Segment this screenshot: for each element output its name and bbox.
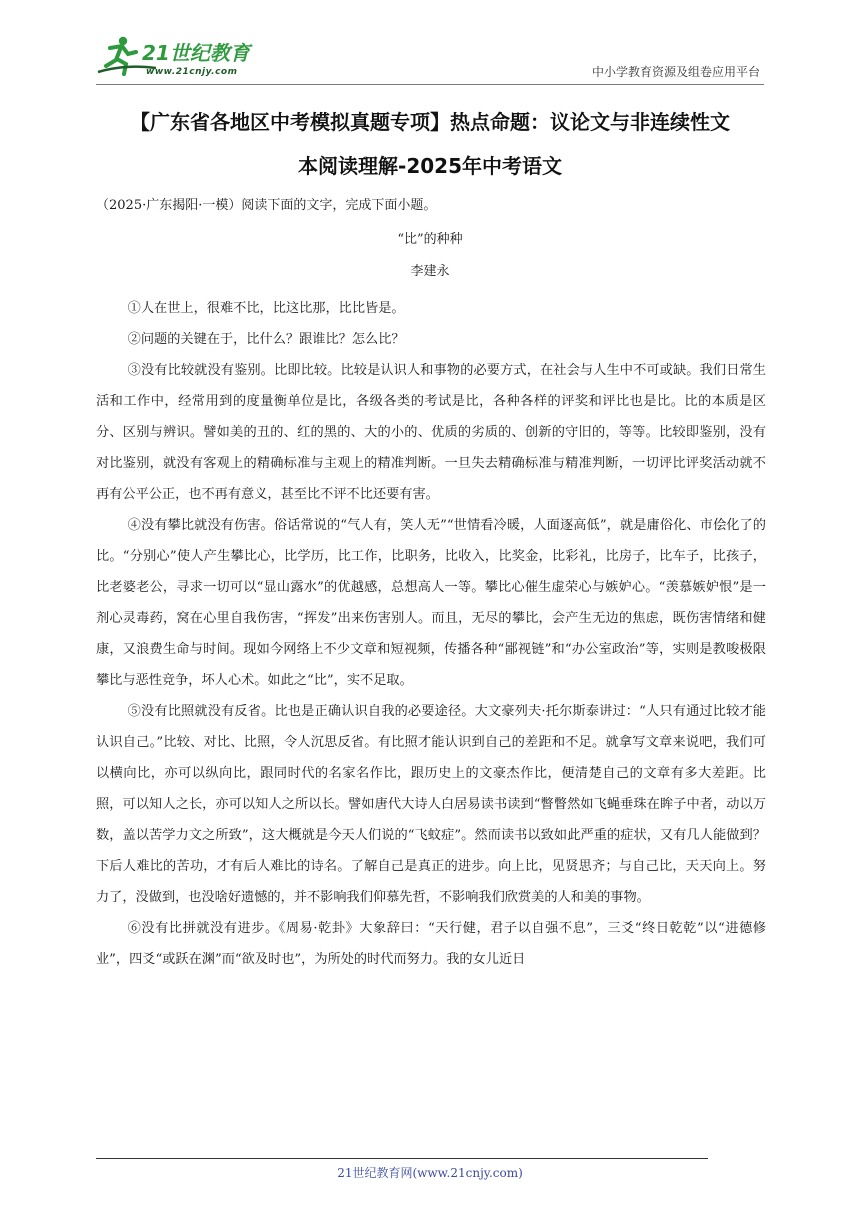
- paragraph-4: ④没有攀比就没有伤害。俗话常说的“气人有，笑人无”“世情看冷暖，人面逐高低”，就是庸俗化、市侩化了的比。“分别心”使人产生攀比心，比学历，比工作，比职务，比收入，比奖金，比彩礼，比房子，比车子，比孩子，比老婆老公，寻求一切可以“显山露水”的优越感，总想高人一等。攀比心催生虚荣心与嫉妒心。“羡慕嫉妒恨”是一剂心灵毒药，窝在心里自我伤害，“挥发”出来伤害别人。而且，无尽的攀比，会产生无边的焦虑，既伤害情绪和健康，又浪费生命与时间。现如今网络上不少文章和短视频，传播各种“鄙视链”和“办公室政治”等，实则是教唆极限攀比与恶性竞争，坏人心术。如此之“比”，实不足取。: [96, 518, 766, 688]
- question-intro: （2025·广东揭阳·一模）阅读下面的文字，完成下面小题。: [96, 198, 437, 213]
- site-logo: [96, 34, 266, 78]
- platform-name: 中小学教育资源及组卷应用平台: [591, 65, 760, 79]
- page-header: [96, 30, 764, 85]
- article-title: “比”的种种: [397, 232, 463, 247]
- title-line-2: 本阅读理解-2025年中考语文: [298, 154, 562, 178]
- paragraph-5: ⑤没有比照就没有反省。比也是正确认识自我的必要途径。大文豪列夫·托尔斯泰讲过：“人只有通过比较才能认识自己。”比较、对比、比照，令人沉思反省。有比照才能认识到自己的差距和不足。就拿写文章来说吧，我们可以横向比，亦可以纵向比，跟同时代的名家名作比，跟历史上的文豪杰作比，便清楚自己的文章有多大差距。比照，可以知人之长，亦可以知人之所以长。譬如唐代大诗人白居易读书读到“瞥瞥然如飞蝇垂珠在眸子中者，动以万数，盖以苦学力文之所致”，这大概就是今天人们说的“飞蚊症”。然而读书以致如此严重的症状，又有几人能做到？下后人难比的苦功，才有后人难比的诗名。了解自己是真正的进步。向上比，见贤思齐；与自己比，天天向上。努力了，没做到，也没啥好遗憾的，并不影响我们仰慕先哲，不影响我们欣赏美的人和美的事物。: [96, 704, 766, 905]
- paragraph-1: ①人在世上，很难不比，比这比那，比比皆是。: [127, 301, 405, 316]
- paragraph-3: ③没有比较就没有鉴别。比即比较。比较是认识人和事物的必要方式，在社会与人生中不可或缺。我们日常生活和工作中，经常用到的度量衡单位是比，各级各类的考试是比，各种各样的评奖和评比也是比。比的本质是区分、区别与辨识。譬如美的丑的、红的黑的、大的小的、优质的劣质的、创新的守旧的，等等。比较即鉴别，没有对比鉴别，就没有客观上的精确标准与主观上的精准判断。一旦失去精确标准与精准判断，一切评比评奖活动就不再有公平公正，也不再有意义，甚至比不评不比还要有害。: [96, 363, 766, 502]
- paragraph-2: ②问题的关键在于，比什么？跟谁比？怎么比？: [127, 332, 405, 347]
- article-author: 李建永: [410, 264, 450, 279]
- logo-url-text: www.21cnjy.com: [146, 67, 238, 77]
- footer-text: 21世纪教育网(www.21cnjy.com): [337, 1166, 523, 1180]
- footer-divider: [96, 1158, 708, 1159]
- article-body: [96, 293, 766, 975]
- document-title: [96, 100, 764, 188]
- paragraph-6: ⑥没有比拼就没有进步。《周易·乾卦》大象辞曰：“天行健，君子以自强不息”，三爻“终日乾乾”以“进德修业”，四爻“或跃在渊”而“欲及时也”，为所处的时代而努力。我的女儿近日: [96, 921, 766, 967]
- logo-text: 21世纪教育: [142, 41, 250, 65]
- title-line-1: 【广东省各地区中考模拟真题专项】热点命题：议论文与非连续性文: [130, 110, 730, 134]
